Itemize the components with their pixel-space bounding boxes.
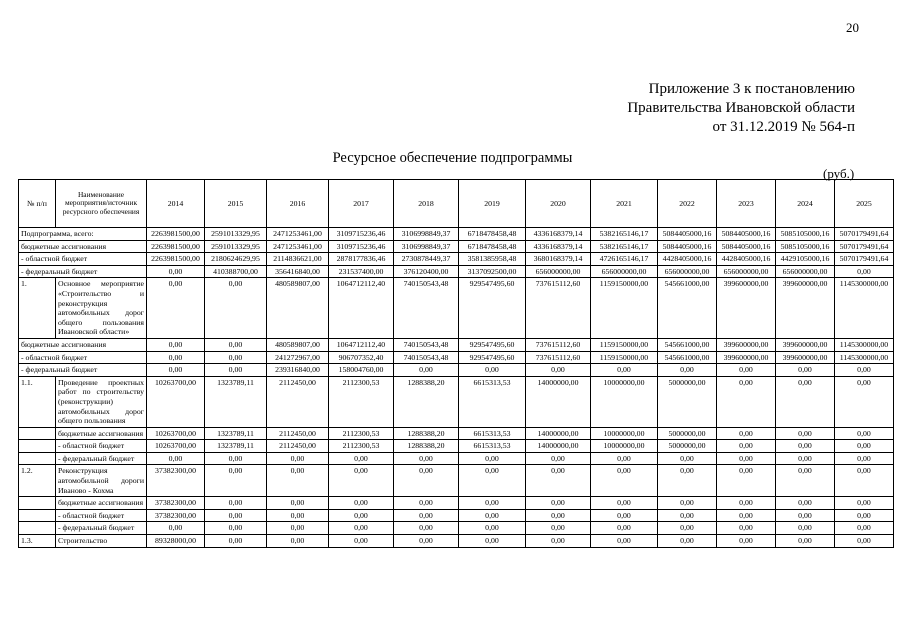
value-cell: 0,00 [205,364,267,377]
value-cell: 231537400,00 [329,265,394,278]
value-cell: 399600000,00 [776,278,835,339]
value-cell: 0,00 [329,522,394,535]
value-cell: 0,00 [591,535,658,548]
currency-unit: (руб.) [823,166,855,181]
value-cell: 0,00 [591,452,658,465]
value-cell: 5084405000,16 [658,228,717,241]
row-label: - областной бюджет [19,351,147,364]
col-header-year: 2025 [835,180,894,228]
value-cell: 0,00 [394,535,459,548]
value-cell: 2114836621,00 [267,253,329,266]
value-cell: 399600000,00 [776,351,835,364]
value-cell: 0,00 [717,465,776,497]
value-cell: 0,00 [147,364,205,377]
col-header-year: 2016 [267,180,329,228]
value-cell: 0,00 [658,535,717,548]
resource-table [18,179,894,548]
value-cell: 10263700,00 [147,427,205,440]
value-cell: 545661000,00 [658,351,717,364]
value-cell: 737615112,60 [526,278,591,339]
value-cell: 376120400,00 [394,265,459,278]
value-cell: 0,00 [526,465,591,497]
value-cell: 4429105000,16 [776,253,835,266]
value-cell: 0,00 [329,452,394,465]
row-label: Подпрограмма, всего: [19,228,147,241]
value-cell: 2591013329,95 [205,228,267,241]
row-label: - областной бюджет [56,509,147,522]
value-cell: 656000000,00 [776,265,835,278]
table-row [19,522,894,535]
value-cell: 0,00 [591,364,658,377]
value-cell: 6718478458,48 [459,228,526,241]
row-number: 1.2. [19,465,56,497]
value-cell: 0,00 [459,509,526,522]
table-row [19,427,894,440]
value-cell: 0,00 [526,509,591,522]
value-cell: 0,00 [776,509,835,522]
value-cell: 10000000,00 [591,440,658,453]
value-cell: 10000000,00 [591,427,658,440]
value-cell: 2112450,00 [267,376,329,427]
value-cell: 0,00 [835,522,894,535]
value-cell: 0,00 [776,427,835,440]
row-label: - областной бюджет [56,440,147,453]
value-cell: 5085105000,16 [776,240,835,253]
table-row [19,364,894,377]
table-header-row [19,180,894,228]
value-cell: 0,00 [835,465,894,497]
table-row [19,440,894,453]
col-header-year: 2018 [394,180,459,228]
table-body [19,228,894,548]
value-cell: 656000000,00 [658,265,717,278]
value-cell: 545661000,00 [658,278,717,339]
value-cell: 906707352,40 [329,351,394,364]
value-cell: 0,00 [267,509,329,522]
row-label: бюджетные ассигнования [19,338,147,351]
value-cell: 0,00 [147,338,205,351]
table-row [19,240,894,253]
value-cell: 10263700,00 [147,440,205,453]
value-cell: 0,00 [717,535,776,548]
value-cell: 0,00 [591,509,658,522]
value-cell: 0,00 [717,497,776,510]
appendix-line-1: Приложение 3 к постановлению [648,81,855,97]
value-cell: 2878177836,46 [329,253,394,266]
table-row [19,338,894,351]
value-cell: 0,00 [776,376,835,427]
table-row [19,509,894,522]
value-cell: 6615313,53 [459,440,526,453]
value-cell: 5000000,00 [658,440,717,453]
value-cell: 0,00 [776,465,835,497]
value-cell: 0,00 [147,351,205,364]
value-cell: 3137092500,00 [459,265,526,278]
value-cell: 3109715236,46 [329,240,394,253]
value-cell: 14000000,00 [526,376,591,427]
value-cell: 480589807,00 [267,278,329,339]
document-title: Ресурсное обеспечение подпрограммы [332,150,573,166]
value-cell: 0,00 [658,465,717,497]
value-cell: 0,00 [658,497,717,510]
value-cell: 0,00 [717,522,776,535]
value-cell: 14000000,00 [526,427,591,440]
value-cell: 2263981500,00 [147,240,205,253]
row-number [19,497,56,510]
value-cell: 0,00 [591,497,658,510]
value-cell: 0,00 [776,452,835,465]
value-cell: 0,00 [835,364,894,377]
row-number [19,440,56,453]
value-cell: 0,00 [835,265,894,278]
row-label: - областной бюджет [19,253,147,266]
value-cell: 656000000,00 [526,265,591,278]
value-cell: 37382300,00 [147,509,205,522]
value-cell: 0,00 [205,452,267,465]
value-cell: 0,00 [205,465,267,497]
value-cell: 1159150000,00 [591,338,658,351]
value-cell: 0,00 [835,497,894,510]
value-cell: 740150543,48 [394,351,459,364]
value-cell: 0,00 [394,364,459,377]
value-cell: 0,00 [459,497,526,510]
value-cell: 0,00 [835,427,894,440]
value-cell: 399600000,00 [717,351,776,364]
value-cell: 3581385958,48 [459,253,526,266]
value-cell: 2112300,53 [329,440,394,453]
value-cell: 1288388,20 [394,427,459,440]
appendix-line-3: от 31.12.2019 № 564-п [712,119,855,135]
value-cell: 1288388,20 [394,376,459,427]
value-cell: 0,00 [526,535,591,548]
row-number: 1. [19,278,56,339]
col-header-year: 2021 [591,180,658,228]
value-cell: 0,00 [267,535,329,548]
value-cell: 399600000,00 [717,338,776,351]
value-cell: 0,00 [776,497,835,510]
value-cell: 0,00 [459,364,526,377]
value-cell: 4336168379,14 [526,228,591,241]
value-cell: 5085105000,16 [776,228,835,241]
table-row [19,253,894,266]
value-cell: 239316840,00 [267,364,329,377]
value-cell: 356416840,00 [267,265,329,278]
value-cell: 410388700,00 [205,265,267,278]
value-cell: 737615112,60 [526,351,591,364]
value-cell: 0,00 [658,509,717,522]
value-cell: 0,00 [526,497,591,510]
value-cell: 10263700,00 [147,376,205,427]
value-cell: 0,00 [591,522,658,535]
row-label: Строительство [56,535,147,548]
value-cell: 1323789,11 [205,440,267,453]
value-cell: 0,00 [835,535,894,548]
value-cell: 1145300000,00 [835,338,894,351]
value-cell: 0,00 [394,465,459,497]
value-cell: 4428405000,16 [658,253,717,266]
page-number: 20 [846,20,859,35]
col-header-number: № п/п [19,180,56,228]
value-cell: 740150543,48 [394,338,459,351]
col-header-year: 2024 [776,180,835,228]
value-cell: 14000000,00 [526,440,591,453]
value-cell: 0,00 [835,440,894,453]
table-row [19,465,894,497]
value-cell: 480589807,00 [267,338,329,351]
value-cell: 0,00 [526,452,591,465]
value-cell: 2471253461,00 [267,240,329,253]
value-cell: 0,00 [776,440,835,453]
value-cell: 0,00 [658,452,717,465]
value-cell: 0,00 [459,452,526,465]
value-cell: 5382165146,17 [591,228,658,241]
col-header-year: 2017 [329,180,394,228]
col-header-year: 2020 [526,180,591,228]
value-cell: 0,00 [267,497,329,510]
table-row [19,265,894,278]
value-cell: 3109715236,46 [329,228,394,241]
value-cell: 0,00 [205,351,267,364]
appendix-note [627,80,855,137]
value-cell: 399600000,00 [776,338,835,351]
value-cell: 656000000,00 [591,265,658,278]
row-label: бюджетные ассигнования [56,497,147,510]
value-cell: 0,00 [267,522,329,535]
value-cell: 0,00 [205,522,267,535]
value-cell: 1159150000,00 [591,278,658,339]
value-cell: 0,00 [394,522,459,535]
value-cell: 0,00 [267,465,329,497]
value-cell: 545661000,00 [658,338,717,351]
value-cell: 4336168379,14 [526,240,591,253]
value-cell: 0,00 [658,522,717,535]
table-row [19,535,894,548]
value-cell: 4428405000,16 [717,253,776,266]
value-cell: 0,00 [835,509,894,522]
value-cell: 2112300,53 [329,376,394,427]
value-cell: 5382165146,17 [591,240,658,253]
col-header-name: Наименование мероприятия/источник ресурсного обеспечения [56,180,147,228]
table-row [19,278,894,339]
row-label: бюджетные ассигнования [19,240,147,253]
value-cell: 2263981500,00 [147,253,205,266]
value-cell: 2471253461,00 [267,228,329,241]
value-cell: 158004760,00 [329,364,394,377]
value-cell: 656000000,00 [717,265,776,278]
value-cell: 6615313,53 [459,376,526,427]
value-cell: 0,00 [459,535,526,548]
value-cell: 0,00 [329,535,394,548]
value-cell: 0,00 [776,522,835,535]
value-cell: 0,00 [267,452,329,465]
value-cell: 1145300000,00 [835,351,894,364]
value-cell: 1064712112,40 [329,278,394,339]
value-cell: 0,00 [394,452,459,465]
value-cell: 1288388,20 [394,440,459,453]
value-cell: 6718478458,48 [459,240,526,253]
value-cell: 5000000,00 [658,427,717,440]
value-cell: 0,00 [205,338,267,351]
value-cell: 241272967,00 [267,351,329,364]
value-cell: 0,00 [526,364,591,377]
col-header-year: 2015 [205,180,267,228]
value-cell: 3106998849,37 [394,240,459,253]
value-cell: 0,00 [835,376,894,427]
value-cell: 0,00 [717,376,776,427]
value-cell: 0,00 [205,278,267,339]
value-cell: 5070179491,64 [835,253,894,266]
value-cell: 1159150000,00 [591,351,658,364]
value-cell: 737615112,60 [526,338,591,351]
value-cell: 0,00 [591,465,658,497]
col-header-year: 2019 [459,180,526,228]
value-cell: 0,00 [658,364,717,377]
table-row [19,376,894,427]
row-label: - федеральный бюджет [56,522,147,535]
appendix-line-2: Правительства Ивановской области [627,100,855,116]
value-cell: 1323789,11 [205,376,267,427]
value-cell: 0,00 [205,509,267,522]
value-cell: 929547495,60 [459,351,526,364]
value-cell: 0,00 [147,265,205,278]
value-cell: 0,00 [459,522,526,535]
value-cell: 5070179491,64 [835,240,894,253]
value-cell: 0,00 [329,465,394,497]
value-cell: 0,00 [717,440,776,453]
value-cell: 10000000,00 [591,376,658,427]
value-cell: 929547495,60 [459,278,526,339]
value-cell: 0,00 [717,509,776,522]
value-cell: 0,00 [329,497,394,510]
value-cell: 0,00 [205,497,267,510]
value-cell: 2112450,00 [267,440,329,453]
value-cell: 0,00 [147,522,205,535]
value-cell: 3106998849,37 [394,228,459,241]
row-label: Основное мероприятие «Строительство и реконструкция автомобильных дорог общего пользования Ивановской области» [56,278,147,339]
row-number [19,452,56,465]
value-cell: 0,00 [147,278,205,339]
value-cell: 6615313,53 [459,427,526,440]
row-label: Проведение проектных работ по строительству (реконструкции) автомобильных дорог общего пользования [56,376,147,427]
value-cell: 0,00 [776,535,835,548]
row-number [19,427,56,440]
row-label: - федеральный бюджет [19,265,147,278]
value-cell: 0,00 [459,465,526,497]
row-number: 1.1. [19,376,56,427]
value-cell: 5084405000,16 [717,240,776,253]
value-cell: 2180624629,95 [205,253,267,266]
value-cell: 0,00 [147,452,205,465]
table-row [19,351,894,364]
row-number: 1.3. [19,535,56,548]
value-cell: 1064712112,40 [329,338,394,351]
value-cell: 0,00 [526,522,591,535]
row-label: бюджетные ассигнования [56,427,147,440]
row-number [19,522,56,535]
value-cell: 0,00 [835,452,894,465]
row-label: - федеральный бюджет [56,452,147,465]
value-cell: 2730878449,37 [394,253,459,266]
row-label: Реконструкция автомобильной дороги Иваново - Кохма [56,465,147,497]
value-cell: 0,00 [394,497,459,510]
value-cell: 0,00 [717,364,776,377]
value-cell: 2112300,53 [329,427,394,440]
value-cell: 5084405000,16 [658,240,717,253]
value-cell: 89328000,00 [147,535,205,548]
value-cell: 2591013329,95 [205,240,267,253]
value-cell: 37382300,00 [147,465,205,497]
value-cell: 0,00 [205,535,267,548]
value-cell: 5084405000,16 [717,228,776,241]
col-header-year: 2022 [658,180,717,228]
value-cell: 740150543,48 [394,278,459,339]
value-cell: 0,00 [717,427,776,440]
value-cell: 0,00 [394,509,459,522]
table-row [19,452,894,465]
col-header-year: 2023 [717,180,776,228]
value-cell: 2263981500,00 [147,228,205,241]
value-cell: 929547495,60 [459,338,526,351]
value-cell: 37382300,00 [147,497,205,510]
col-header-year: 2014 [147,180,205,228]
table-row [19,228,894,241]
value-cell: 1323789,11 [205,427,267,440]
value-cell: 2112450,00 [267,427,329,440]
value-cell: 5000000,00 [658,376,717,427]
value-cell: 0,00 [776,364,835,377]
value-cell: 0,00 [717,452,776,465]
value-cell: 4726165146,17 [591,253,658,266]
value-cell: 399600000,00 [717,278,776,339]
row-label: - федеральный бюджет [19,364,147,377]
value-cell: 5070179491,64 [835,228,894,241]
value-cell: 0,00 [329,509,394,522]
row-number [19,509,56,522]
value-cell: 3680168379,14 [526,253,591,266]
value-cell: 1145300000,00 [835,278,894,339]
table-row [19,497,894,510]
